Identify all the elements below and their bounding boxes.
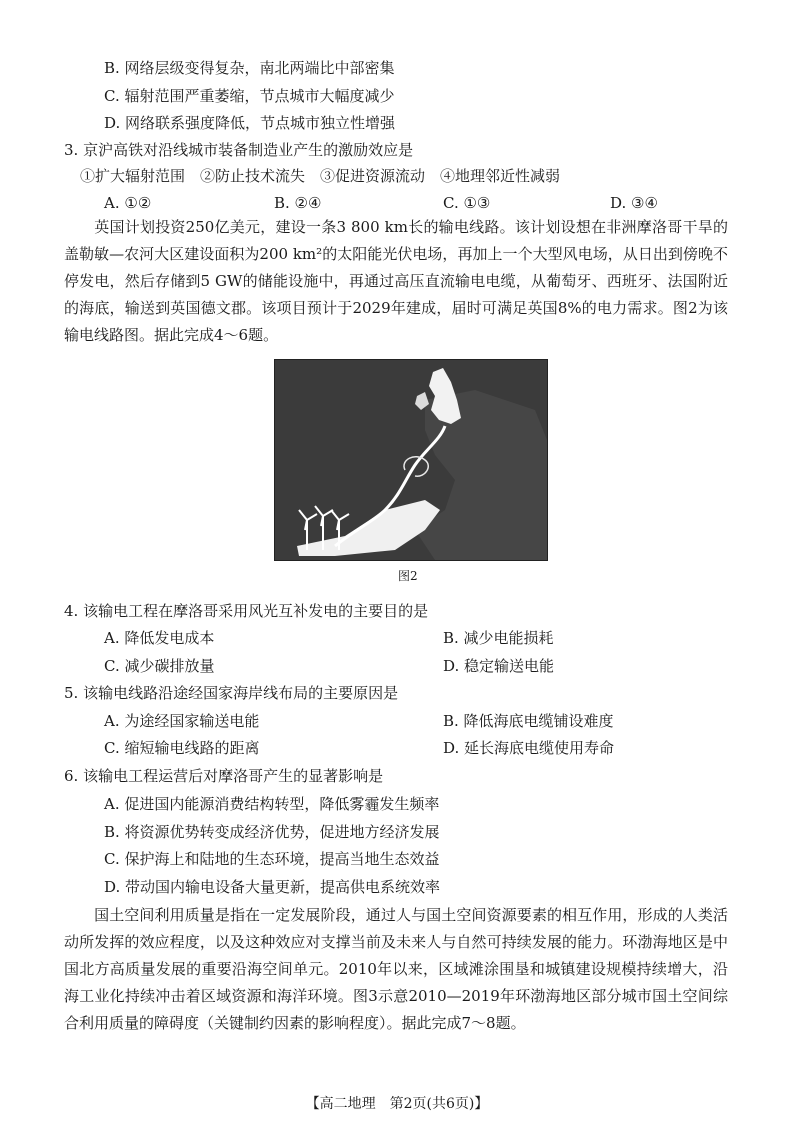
- passage-land-use: [64, 902, 728, 1037]
- power-line-map: [275, 360, 547, 560]
- q3-items: ①扩大辐射范围 ②防止技术流失 ③促进资源流动 ④地理邻近性减弱: [80, 167, 561, 185]
- q5-option-b: B. 降低海底电缆铺设难度: [443, 712, 614, 730]
- q5-option-a: A. 为途经国家输送电能: [104, 712, 260, 730]
- passage-power-line: [64, 214, 728, 349]
- q5-option-c: C. 缩短输电线路的距离: [104, 739, 260, 757]
- q2-option-b: B. 网络层级变得复杂，南北两端比中部密集: [104, 59, 395, 77]
- q6-option-a: A. 促进国内能源消费结构转型，降低雾霾发生频率: [104, 795, 440, 813]
- q2-option-c: C. 辐射范围严重萎缩，节点城市大幅度减少: [104, 87, 395, 105]
- q6-option-c: C. 保护海上和陆地的生态环境，提高当地生态效益: [104, 850, 440, 868]
- q3-option-d: D. ③④: [610, 194, 658, 212]
- q5-stem: 5. 该输电线路沿途经国家海岸线布局的主要原因是: [64, 684, 399, 702]
- q3-option-b: B. ②④: [274, 194, 322, 212]
- q3-option-c: C. ①③: [443, 194, 491, 212]
- q5-option-d: D. 延长海底电缆使用寿命: [443, 739, 615, 757]
- figure-2-caption: 图2: [398, 569, 418, 583]
- passage-land-use-text: 国土空间利用质量是指在一定发展阶段，通过人与国土空间资源要素的相互作用，形成的人类活动所发挥的效应程度，以及这种效应对支撑当前及未来人与自然可持续发展的能力。环渤海地区是中国北方高质量发展的重要沿海空间单元。2010年以来，区域滩涂围垦和城镇建设规模持续增大，沿海工业化持续冲击着区域资源和海洋环境。图3示意2010—2019年环渤海地区部分城市国土空间综合利用质量的障碍度（关键制约因素的影响程度）。据此完成7～8题。: [64, 906, 728, 1032]
- q4-option-b: B. 减少电能损耗: [443, 629, 554, 647]
- q4-option-c: C. 减少碳排放量: [104, 657, 215, 675]
- q6-stem: 6. 该输电工程运营后对摩洛哥产生的显著影响是: [64, 767, 384, 785]
- passage-power-line-text: 英国计划投资250亿美元，建设一条3 800 km长的输电线路。该计划设想在非洲摩洛哥干旱的盖勒敏—农河大区建设面积为200 km²的太阳能光伏电场，再加上一个大型风电场，从日出到傍晚不停发电，然后存储到5 GW的储能设施中，再通过高压直流输电电缆，从葡萄牙、西班牙、法国附近的海底，输送到英国德文郡。该项目预计于2029年建成，届时可满足英国8%的电力需求。图2为该输电线路图。据此完成4～6题。: [64, 218, 728, 344]
- q2-option-d: D. 网络联系强度降低，节点城市独立性增强: [104, 114, 396, 132]
- q3-stem: 3. 京沪高铁对沿线城市装备制造业产生的激励效应是: [64, 141, 414, 159]
- q4-option-d: D. 稳定输送电能: [443, 657, 555, 675]
- q6-option-d: D. 带动国内输电设备大量更新，提高供电系统效率: [104, 878, 441, 896]
- q6-option-b: B. 将资源优势转变成经济优势，促进地方经济发展: [104, 823, 440, 841]
- page-footer: 【高二地理 第2页(共6页)】: [305, 1096, 489, 1112]
- q4-stem: 4. 该输电工程在摩洛哥采用风光互补发电的主要目的是: [64, 602, 429, 620]
- q4-option-a: A. 降低发电成本: [104, 629, 215, 647]
- q3-option-a: A. ①②: [104, 194, 152, 212]
- figure-2-map: [274, 359, 548, 561]
